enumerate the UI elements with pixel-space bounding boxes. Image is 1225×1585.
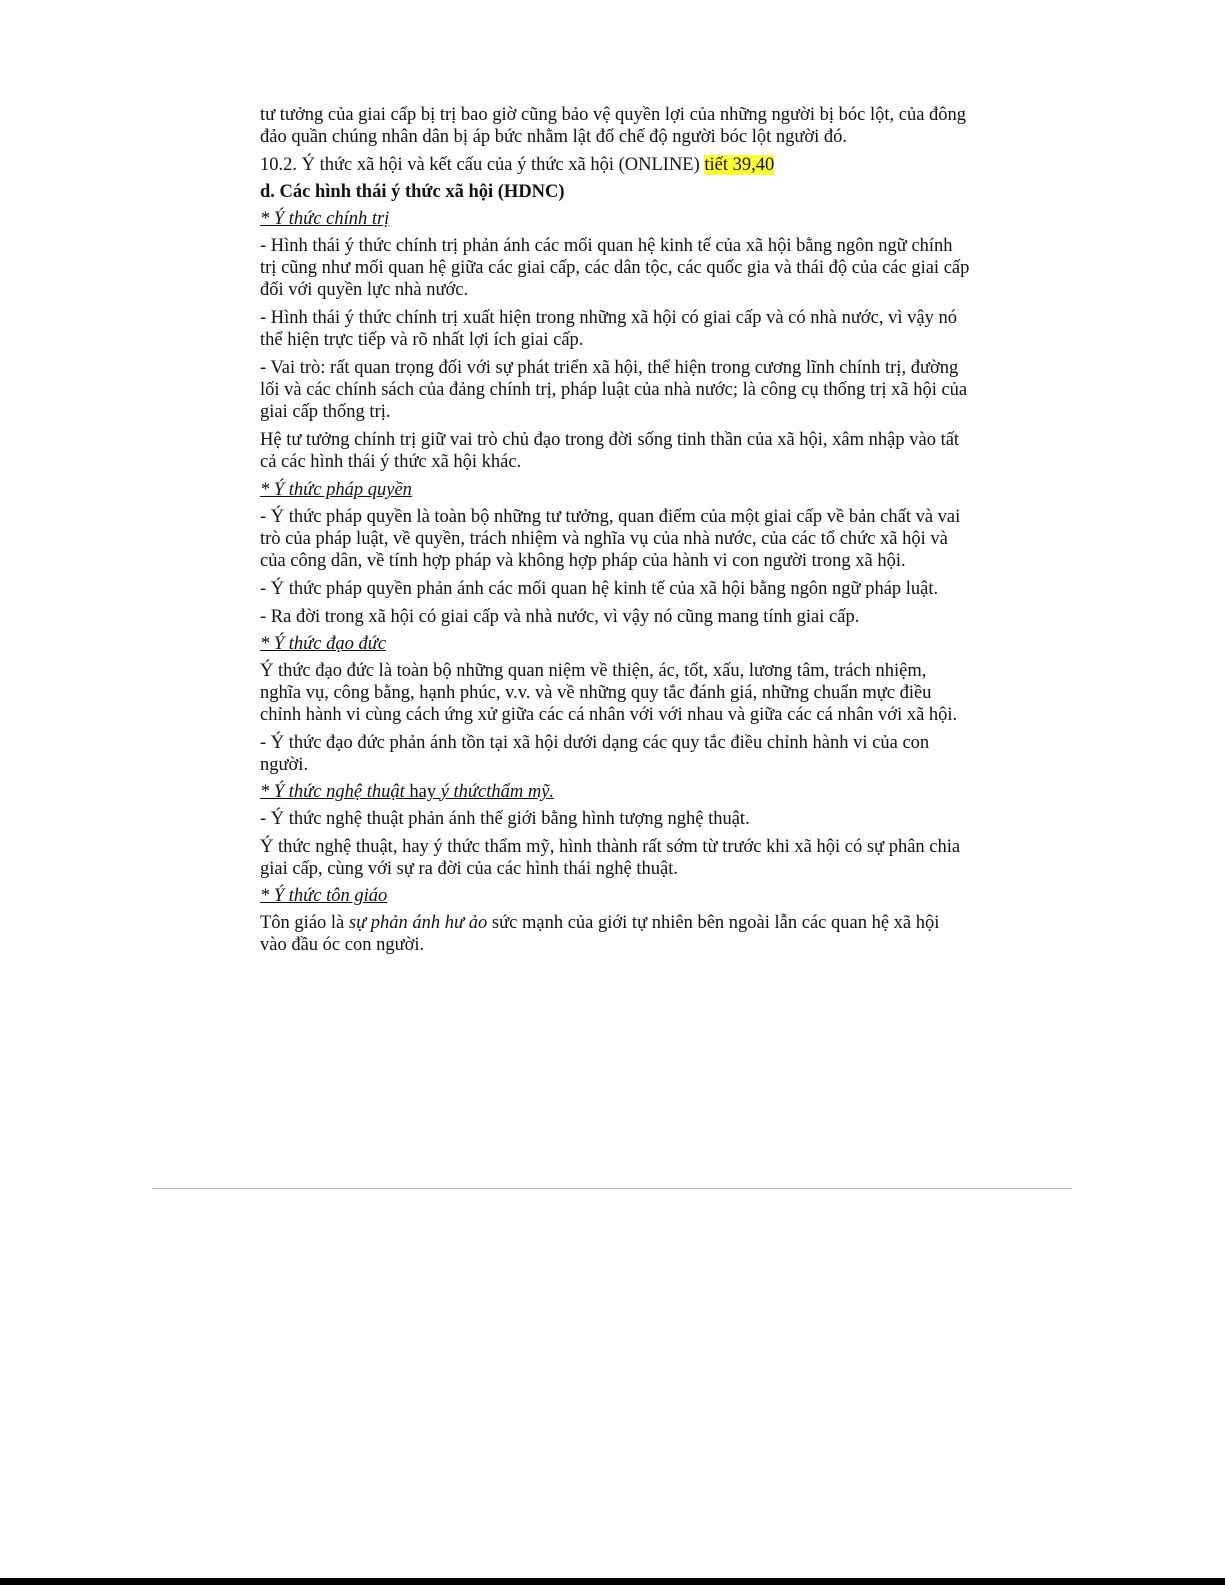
paragraph-text: Tôn giáo là bbox=[260, 913, 349, 933]
subheading-art bbox=[260, 781, 970, 803]
paragraph: - Hình thái ý thức chính trị phản ánh các mối quan hệ kinh tế của xã hội bằng ngôn ngữ chính trị cũng như mối quan hệ giữa các giai cấp, các dân tộc, các quốc gia và thái độ của các giai cấp đối với quyền lực nhà nước. bbox=[260, 236, 970, 300]
paragraph: - Vai trò: rất quan trọng đối với sự phát triển xã hội, thể hiện trong cương lĩnh chính trị, đường lối và các chính sách của đảng chính trị, pháp luật của nhà nước; là công cụ thống trị xã hội của giai cấp thống trị. bbox=[260, 358, 968, 422]
subheading-law bbox=[260, 479, 970, 501]
subheading-moral bbox=[260, 633, 970, 655]
paragraph: - Ra đời trong xã hội có giai cấp và nhà nước, vì vậy nó cũng mang tính giai cấp. bbox=[260, 607, 860, 627]
subheading-text: * Ý thức chính trị bbox=[260, 209, 390, 229]
subheading-politics bbox=[260, 208, 970, 230]
paragraph bbox=[260, 912, 970, 956]
paragraph: Ý thức nghệ thuật, hay ý thức thẩm mỹ, hình thành rất sớm từ trước khi xã hội có sự phân chia giai cấp, cùng với sự ra đời của các hình thái nghệ thuật. bbox=[260, 837, 961, 879]
paragraph: - Ý thức đạo đức phản ánh tồn tại xã hội dưới dạng các quy tắc điều chỉnh hành vi của con người. bbox=[260, 733, 930, 775]
paragraph: - Hình thái ý thức chính trị xuất hiện trong những xã hội có giai cấp và có nhà nước, vì vậy nó thể hiện trực tiếp và rõ nhất lợi ích giai cấp. bbox=[260, 308, 957, 350]
section-heading-text: 10.2. Ý thức xã hội và kết cấu của ý thức xã hội (ONLINE) bbox=[260, 155, 705, 175]
paragraph: Hệ tư tưởng chính trị giữ vai trò chủ đạo trong đời sống tinh thần của xã hội, xâm nhập vào tất cả các hình thái ý thức xã hội khác. bbox=[260, 430, 960, 472]
subheading-religion bbox=[260, 885, 970, 907]
page-divider bbox=[152, 1188, 1072, 1189]
bottom-edge-bar bbox=[0, 1578, 1225, 1585]
document-body bbox=[260, 104, 970, 962]
paragraph: - Ý thức pháp quyền phản ánh các mối quan hệ kinh tế của xã hội bằng ngôn ngữ pháp luật. bbox=[260, 579, 939, 599]
paragraph: - Ý thức pháp quyền là toàn bộ những tư tưởng, quan điểm của một giai cấp về bản chất và vai trò của pháp luật, về quyền, trách nhiệm và nghĩa vụ của nhà nước, của các tổ chức xã hội và của công dân, về tính hợp pháp và không hợp pháp của hành vi con người trong xã hội. bbox=[260, 507, 961, 571]
subheading-text: ý thứcthẩm mỹ. bbox=[440, 782, 555, 802]
emphasis-text: sự phản ánh hư ảo bbox=[348, 913, 488, 933]
subheading-text: * Ý thức tôn giáo bbox=[260, 886, 388, 906]
paragraph-text: sức mạnh của giới tự nhiên bên ngoài lẫn các quan hệ xã hội vào đầu óc con người. bbox=[260, 913, 940, 955]
subheading-text: * Ý thức pháp quyền bbox=[260, 480, 412, 500]
section-heading-10-2 bbox=[260, 154, 970, 176]
highlighted-text: tiết 39,40 bbox=[704, 155, 775, 175]
subheading-text: * Ý thức đạo đức bbox=[260, 634, 387, 654]
paragraph: - Ý thức nghệ thuật phản ánh thế giới bằng hình tượng nghệ thuật. bbox=[260, 809, 750, 829]
section-heading-d: d. Các hình thái ý thức xã hội (HDNC) bbox=[260, 182, 565, 202]
subheading-text: * Ý thức nghệ thuật bbox=[260, 782, 405, 802]
paragraph: Ý thức đạo đức là toàn bộ những quan niệm về thiện, ác, tốt, xấu, lương tâm, trách nhiệm, nghĩa vụ, công bằng, hạnh phúc, v.v. và về những quy tắc đánh giá, những chuẩn mực điều chỉnh hành vi cùng cách ứng xử giữa các cá nhân với với nhau và giữa các cá nhân với xã hội. bbox=[260, 661, 958, 725]
paragraph: tư tưởng của giai cấp bị trị bao giờ cũng bảo vệ quyền lợi của những người bị bóc lột, của đông đảo quần chúng nhân dân bị áp bức nhằm lật đổ chế độ người bóc lột người đó. bbox=[260, 105, 967, 147]
subheading-connector: hay bbox=[404, 782, 441, 802]
